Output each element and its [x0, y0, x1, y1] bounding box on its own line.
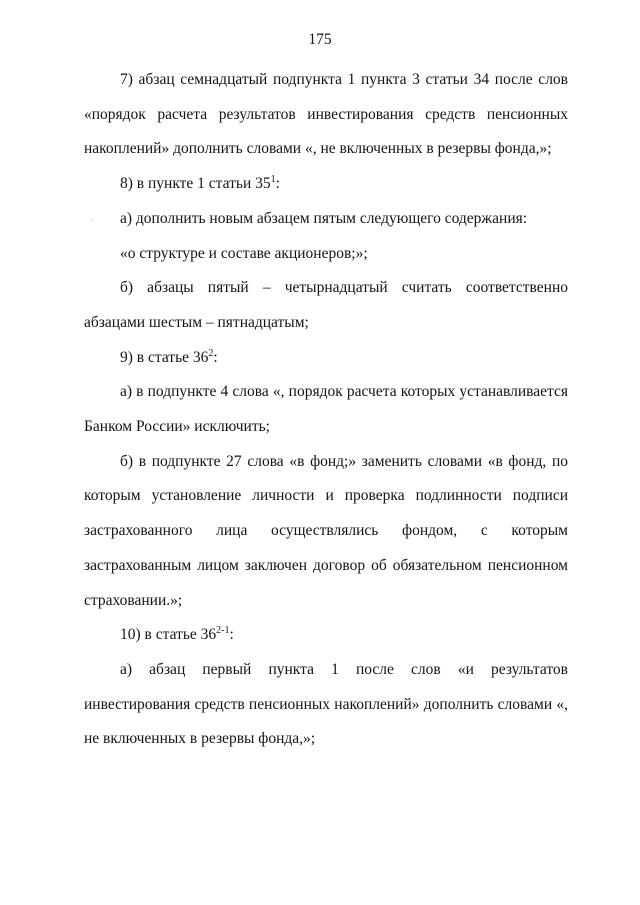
paragraph-text: а) дополнить новым абзацем пятым следующего содержания: [120, 209, 528, 227]
paragraph-10a [84, 653, 568, 757]
paragraph-text: б) абзацы пятый – четырнадцатый считать соответственно абзацами шестым – пятнадцатым; [84, 279, 568, 331]
paragraph-text: б) в подпункте 27 слова «в фонд;» заменить словами «в фонд, по которым установление личности и проверка подлинности подписи застрахованного лица осуществлялись фондом, с которым застрахованным лицом заключен договор об обязательном пенсионном страховании.»; [84, 452, 568, 609]
paragraph-9b [84, 445, 568, 619]
superscript: 2 [208, 347, 214, 359]
paragraph-quote [84, 237, 568, 272]
paragraph-7 [84, 63, 568, 167]
paragraph-8 [84, 167, 568, 202]
paragraph-text: «о структуре и составе акционеров;»; [120, 244, 368, 262]
paragraph-9 [84, 341, 568, 376]
paragraph-8a [84, 202, 568, 237]
paragraph-10 [84, 618, 568, 653]
paragraph-8b [84, 271, 568, 340]
paragraph-text: 7) абзац семнадцатый подпункта 1 пункта 3 статьи 34 после слов «порядок расчета результатов инвестирования средств пенсионных накоплений» дополнить словами «, не включенных в резервы фонда,»; [84, 71, 568, 158]
paragraph-9a [84, 375, 568, 444]
paragraph-tail: : [229, 626, 234, 644]
page-number: 175 [308, 31, 332, 48]
paragraph-text: 8) в пункте 1 статьи 35 [120, 175, 271, 193]
paragraph-tail: : [213, 348, 218, 366]
superscript: 1 [270, 174, 276, 186]
paragraph-text: а) абзац первый пункта 1 после слов «и результатов инвестирования средств пенсионных накоплений» дополнить словами «, не включенных в резервы фонда,»; [84, 660, 568, 748]
paragraph-text: 10) в статье 36 [120, 626, 217, 644]
paragraph-tail: : [275, 175, 280, 193]
document-body [84, 63, 568, 757]
paragraph-text: а) в подпункте 4 слова «, порядок расчета которых устанавливается Банком России» исключить; [84, 383, 568, 436]
superscript: 2-1 [216, 625, 230, 637]
paragraph-text: 9) в статье 36 [120, 348, 209, 366]
